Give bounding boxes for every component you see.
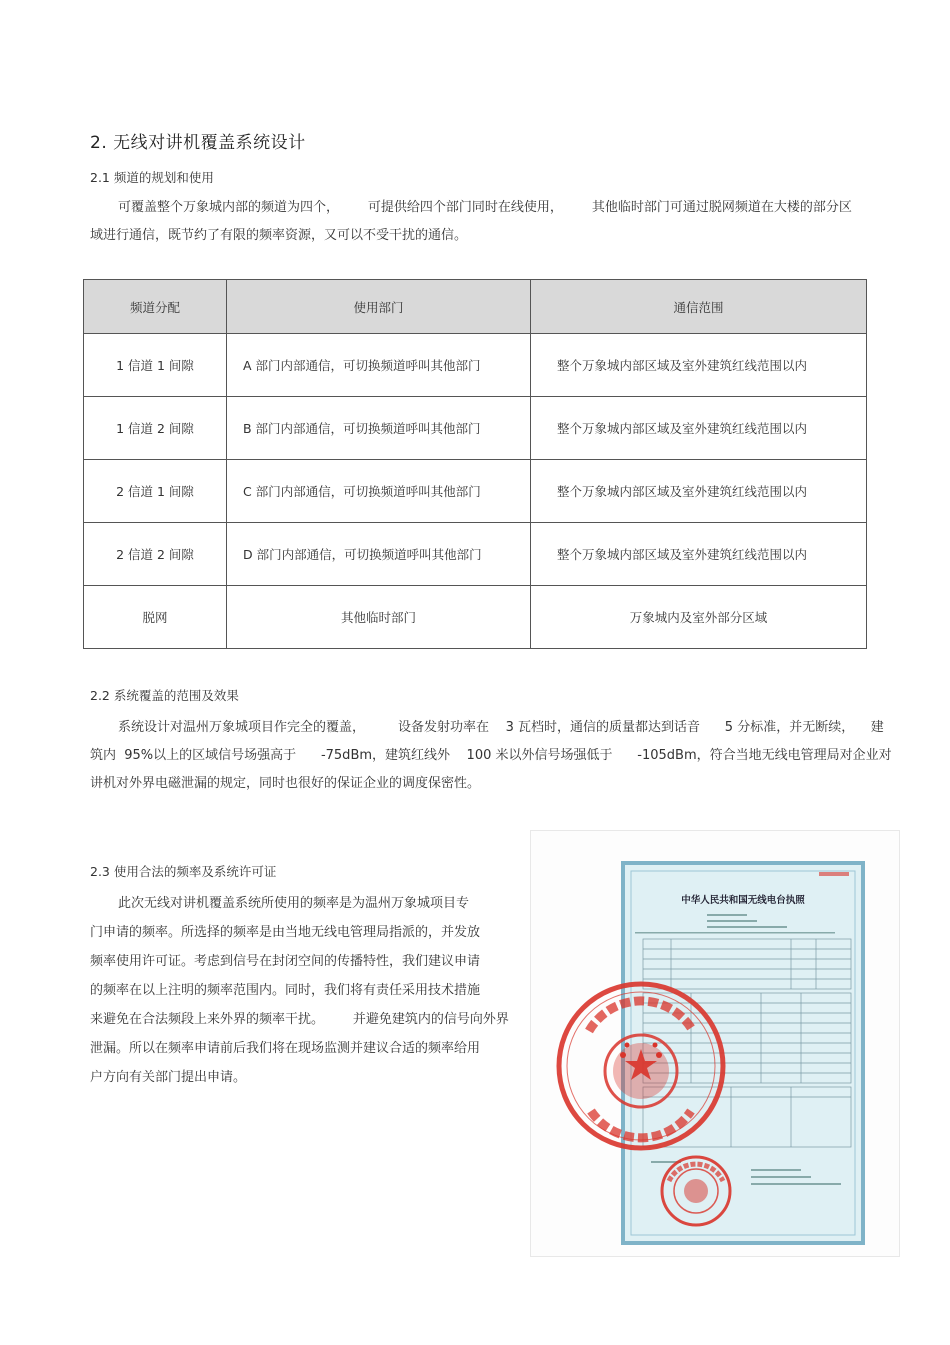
paragraph-line: 户方向有关部门提出申请。 <box>90 1070 247 1085</box>
channel-allocation-table <box>83 279 867 649</box>
table-cell: 2 信道 2 间隙 <box>84 523 227 586</box>
table-row <box>84 397 867 460</box>
subsection-heading-2-2: 2.2 系统覆盖的范围及效果 <box>90 688 239 703</box>
table-cell: 脱网 <box>84 586 227 649</box>
table-header-cell: 使用部门 <box>227 280 531 334</box>
paragraph-2-2 <box>90 714 892 798</box>
paragraph-line: 的频率在以上注明的频率范围内。同时，我们将有责任采用技术措施 <box>90 983 481 998</box>
paragraph-line: 此次无线对讲机覆盖系统所使用的频率是为温州万象城项目专 <box>118 896 470 911</box>
table-cell: C 部门内部通信，可切换频道呼叫其他部门 <box>227 460 531 523</box>
subsection-heading-2-3: 2.3 使用合法的频率及系统许可证 <box>90 864 277 879</box>
paragraph-line: 可覆盖整个万象城内部的频道为四个， 可提供给四个部门同时在线使用， 其他临时部门可通过脱网频道在大楼的部分区 <box>118 200 852 215</box>
table-cell: 2 信道 1 间隙 <box>84 460 227 523</box>
table-cell: 整个万象城内部区域及室外建筑红线范围以内 <box>531 523 867 586</box>
table-header-row <box>84 280 867 334</box>
paragraph-line: 泄漏。所以在频率申请前后我们将在现场监测并建议合适的频率给用 <box>90 1041 481 1056</box>
table-cell: 其他临时部门 <box>227 586 531 649</box>
table-row <box>84 586 867 649</box>
license-title: 中华人民共和国无线电台执照 <box>681 895 805 906</box>
paragraph-line: 门申请的频率。所选择的频率是由当地无线电管理局指派的，并发放 <box>90 925 481 940</box>
table-header-cell: 频道分配 <box>84 280 227 334</box>
table-header-cell: 通信范围 <box>531 280 867 334</box>
subsection-heading-2-1: 2.1 频道的规划和使用 <box>90 170 214 185</box>
paragraph-line: 筑内 95%以上的区域信号场强高于 -75dBm，建筑红线外 100 米以外信号场强低于 -105dBm，符合当地无线电管理局对企业对 <box>90 748 892 763</box>
paragraph-line: 频率使用许可证。考虑到信号在封闭空间的传播特性，我们建议申请 <box>90 954 481 969</box>
table-cell: 整个万象城内部区域及室外建筑红线范围以内 <box>531 334 867 397</box>
table-cell: 1 信道 1 间隙 <box>84 334 227 397</box>
table-cell: D 部门内部通信，可切换频道呼叫其他部门 <box>227 523 531 586</box>
table-cell: 整个万象城内部区域及室外建筑红线范围以内 <box>531 397 867 460</box>
license-illustration <box>531 831 899 1256</box>
table-cell: 1 信道 2 间隙 <box>84 397 227 460</box>
paragraph-2-1 <box>90 194 852 250</box>
paragraph-line: 讲机对外界电磁泄漏的规定，同时也很好的保证企业的调度保密性。 <box>90 776 481 791</box>
table-row <box>84 523 867 586</box>
table-cell: 整个万象城内部区域及室外建筑红线范围以内 <box>531 460 867 523</box>
table-cell: A 部门内部通信，可切换频道呼叫其他部门 <box>227 334 531 397</box>
section-title: 2. 无线对讲机覆盖系统设计 <box>90 133 306 153</box>
radio-license-image <box>530 830 900 1257</box>
serial-number-mark <box>819 872 849 876</box>
table-cell: 万象城内及室外部分区域 <box>531 586 867 649</box>
paragraph-line: 域进行通信，既节约了有限的频率资源，又可以不受干扰的通信。 <box>90 228 468 243</box>
paragraph-line: 来避免在合法频段上来外界的频率干扰。 并避免建筑内的信号向外界 <box>90 1012 509 1027</box>
table-row <box>84 334 867 397</box>
table-row <box>84 460 867 523</box>
paragraph-2-3 <box>90 889 509 1092</box>
table-cell: B 部门内部通信，可切换频道呼叫其他部门 <box>227 397 531 460</box>
paragraph-line: 系统设计对温州万象城项目作完全的覆盖， 设备发射功率在 3 瓦档时，通信的质量都达到话音 5 分标准，并无断续， 建 <box>118 720 884 735</box>
